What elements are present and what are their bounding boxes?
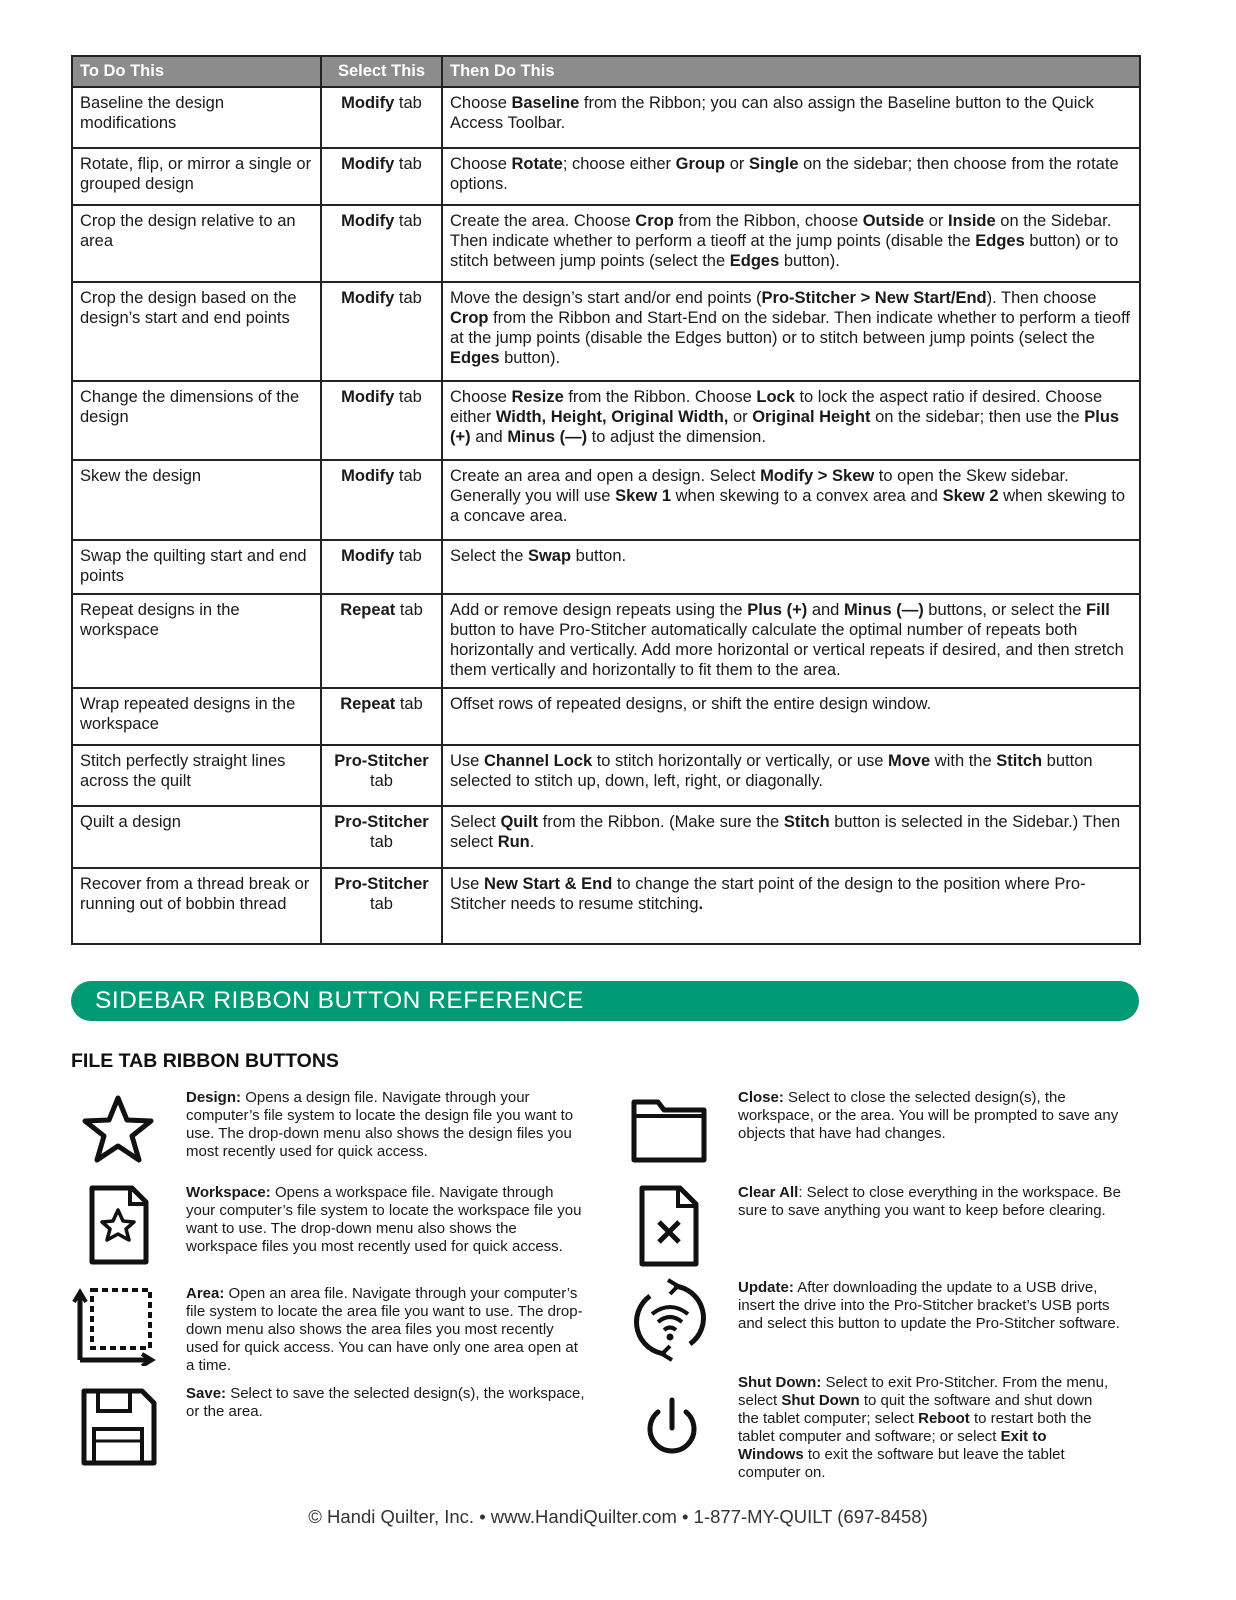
header-to-do-this: To Do This — [72, 56, 321, 87]
cell-then-do: Choose Resize from the Ribbon. Choose Lock to lock the aspect ratio if desired. Choose either Width, Height, Original Width, or Original Height on the sidebar; then use the Plus (+) and Minus (—) to adjust the dimension. — [442, 381, 1140, 460]
cell-select: Modify tab — [321, 205, 442, 282]
table-header-row — [72, 56, 1140, 87]
cell-to-do: Wrap repeated designs in the workspace — [72, 688, 321, 745]
table-row — [72, 87, 1140, 148]
table-row — [72, 148, 1140, 205]
cell-to-do: Baseline the design modifications — [72, 87, 321, 148]
cell-then-do: Create the area. Choose Crop from the Ribbon, choose Outside or Inside on the Sidebar. Then indicate whether to perform a tieoff at the jump points (disable the Edges button) or to stitch between jump points (select the Edges button). — [442, 205, 1140, 282]
cell-then-do: Create an area and open a design. Select Modify > Skew to open the Skew sidebar. Generally you will use Skew 1 when skewing to a convex area and Skew 2 when skewing to a concave area. — [442, 460, 1140, 540]
cell-then-do: Use Channel Lock to stitch horizontally or vertically, or use Move with the Stitch button selected to stitch up, down, left, right, or diagonally. — [442, 745, 1140, 806]
cell-then-do: Select the Swap button. — [442, 540, 1140, 594]
table-row — [72, 282, 1140, 381]
cell-select: Modify tab — [321, 282, 442, 381]
cell-select: Pro-Stitcher tab — [321, 806, 442, 868]
cell-select: Pro-Stitcher tab — [321, 745, 442, 806]
cell-to-do: Repeat designs in the workspace — [72, 594, 321, 688]
cell-to-do: Swap the quilting start and end points — [72, 540, 321, 594]
subheading: FILE TAB RIBBON BUTTONS — [71, 1050, 339, 1072]
cell-then-do: Move the design’s start and/or end points (Pro-Stitcher > New Start/End). Then choose Crop from the Ribbon and Start-End on the sidebar. Then indicate whether to perform a tieoff at the jump points (disable the Edges button) or to stitch between jump points (select the Edges button). — [442, 282, 1140, 381]
floppy-disk-icon — [76, 1385, 160, 1469]
update-wifi-icon — [628, 1278, 712, 1362]
cell-select: Modify tab — [321, 460, 442, 540]
cell-then-do: Choose Baseline from the Ribbon; you can also assign the Baseline button to the Quick Access Toolbar. — [442, 87, 1140, 148]
cell-to-do: Rotate, flip, or mirror a single or grouped design — [72, 148, 321, 205]
cell-then-do: Offset rows of repeated designs, or shift the entire design window. — [442, 688, 1140, 745]
table-row — [72, 745, 1140, 806]
cell-select: Pro-Stitcher tab — [321, 868, 442, 944]
cell-to-do: Change the dimensions of the design — [72, 381, 321, 460]
shut-down-text: Select to exit Pro-Stitcher. From the menu, select Shut Down to quit the software and shut down the tablet computer; select Reboot to restart both the tablet computer and software; or select Exit to Windows to exit the software but leave the tablet computer on. — [738, 1374, 1109, 1481]
section-title-bar: SIDEBAR RIBBON BUTTON REFERENCE — [71, 981, 1139, 1021]
table-row — [72, 806, 1140, 868]
close-button-description: Close: Select to close the selected design(s), the workspace, or the area. You will be prompted to save any objects that have had changes. — [738, 1089, 1119, 1142]
save-button-description: Save: Select to save the selected design(s), the workspace, or the area. — [186, 1385, 585, 1420]
clear-all-button-description: Clear All: Select to close everything in the workspace. Be sure to save anything you want to keep before clearing. — [738, 1184, 1121, 1219]
table-row — [72, 594, 1140, 688]
cell-then-do: Choose Rotate; choose either Group or Single on the sidebar; then choose from the rotate options. — [442, 148, 1140, 205]
workspace-button-description: Workspace: Opens a workspace file. Navigate through your computer’s file system to locate the workspace file you want to use. The drop-down menu also shows the workspace files you most recently used for quick access. — [186, 1184, 582, 1255]
shut-down-button-description: Shut Down: Select to exit Pro-Stitcher. From the menu, select Shut Down to quit the software and shut down the tablet computer; select Reboot to restart both the tablet computer and software; or select Exit to Windows to exit the software but leave the tablet computer on. — [738, 1374, 1109, 1481]
power-icon — [630, 1386, 714, 1470]
table-row — [72, 381, 1140, 460]
footer: © Handi Quilter, Inc. • www.HandiQuilter.com • 1-877-MY-QUILT (697-8458) — [308, 1506, 928, 1527]
table-row — [72, 688, 1140, 745]
table-row — [72, 460, 1140, 540]
cell-to-do: Quilt a design — [72, 806, 321, 868]
cell-to-do: Stitch perfectly straight lines across the quilt — [72, 745, 321, 806]
update-button-description: Update: After downloading the update to a USB drive, insert the drive into the Pro-Stitcher bracket’s USB ports and select this button to update the Pro-Stitcher software. — [738, 1279, 1120, 1332]
cell-then-do: Select Quilt from the Ribbon. (Make sure the Stitch button is selected in the Sidebar.) Then select Run. — [442, 806, 1140, 868]
cell-select: Repeat tab — [321, 594, 442, 688]
star-icon — [76, 1088, 160, 1172]
cell-select: Modify tab — [321, 148, 442, 205]
cell-then-do: Use New Start & End to change the start point of the design to the position where Pro-Stitcher needs to resume stitching. — [442, 868, 1140, 944]
table-row — [72, 205, 1140, 282]
table-row — [72, 540, 1140, 594]
header-select-this: Select This — [321, 56, 442, 87]
cell-select: Modify tab — [321, 87, 442, 148]
star-document-icon — [76, 1182, 160, 1266]
cell-select: Modify tab — [321, 540, 442, 594]
cell-to-do: Crop the design relative to an area — [72, 205, 321, 282]
folder-icon — [628, 1088, 712, 1172]
header-then-do-this: Then Do This — [442, 56, 1140, 87]
cell-to-do: Crop the design based on the design’s start and end points — [72, 282, 321, 381]
document-x-icon — [628, 1184, 712, 1268]
cell-to-do: Skew the design — [72, 460, 321, 540]
cell-to-do: Recover from a thread break or running out of bobbin thread — [72, 868, 321, 944]
table-row — [72, 868, 1140, 944]
dashed-area-icon — [72, 1282, 156, 1366]
cell-select: Repeat tab — [321, 688, 442, 745]
area-button-description: Area: Open an area file. Navigate through your computer’s file system to locate the area file you want to use. The drop-down menu also shows the area files you most recently used for quick access. You can have only one area open at a time. — [186, 1285, 583, 1374]
cell-then-do: Add or remove design repeats using the Plus (+) and Minus (—) buttons, or select the Fill button to have Pro-Stitcher automatically calculate the optimal number of repeats both horizontally and vertically. Add more horizontal or vertical repeats if desired, and then stretch them vertically and horizontally to fit them to the area. — [442, 594, 1140, 688]
reference-table — [71, 55, 1141, 945]
cell-select: Modify tab — [321, 381, 442, 460]
design-button-description: Design: Opens a design file. Navigate through your computer’s file system to locate the design file you want to use. The drop-down menu also shows the design files you most recently used for quick access. — [186, 1089, 574, 1160]
